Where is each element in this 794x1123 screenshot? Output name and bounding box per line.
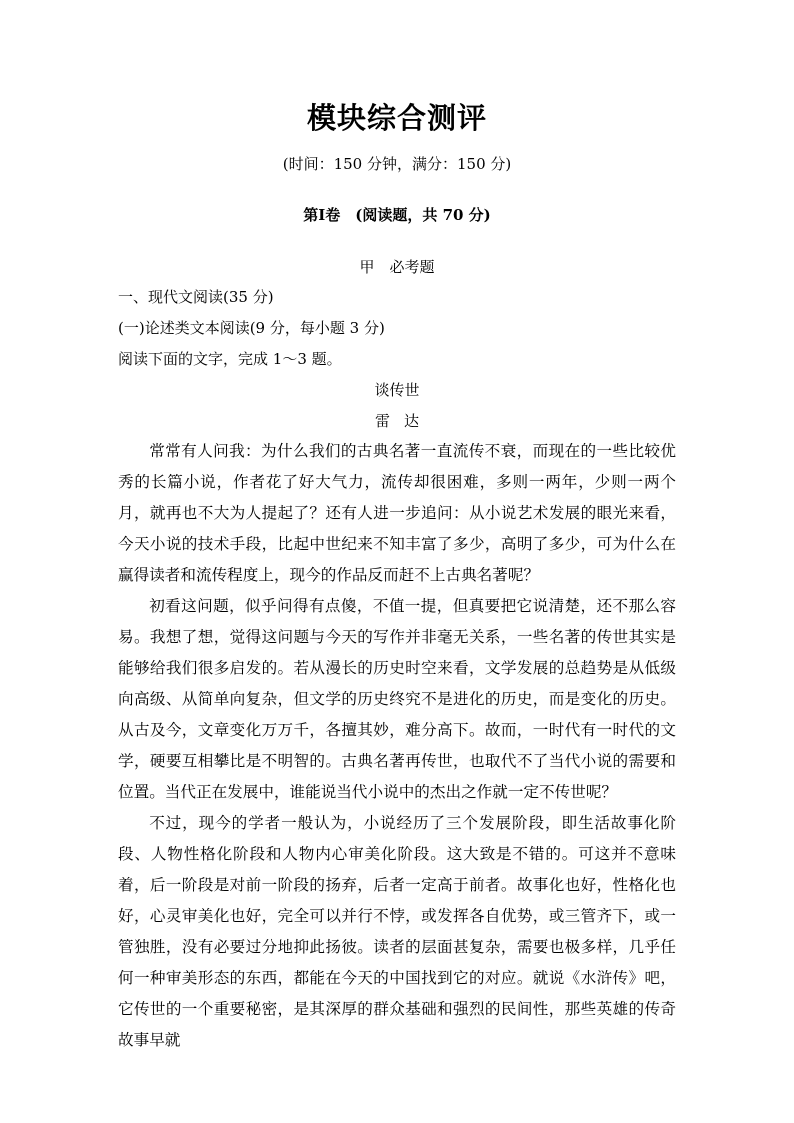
section-title: 甲 必考题 (359, 258, 435, 276)
article-paragraph: 初看这问题，似乎问得有点傻，不值一提，但真要把它说清楚，还不那么容易。我想了想，觉得这问题与今天的写作并非毫无关系，一些名著的传世其实是能够给我们很多启发的。若从漫长的历史时空来看，文学发展的总趋势是从低级向高级、从简单向复杂，但文学的历史终究不是进化的历史，而是变化的历史。从古及今，文章变化万万千，各擅其妙，难分高下。故而，一时代有一时代的文学，硬要互相攀比是不明智的。古典名著再传世，也取代不了当代小说的需要和位置。当代正在发展中，谁能说当代小说中的杰出之作就一定不传世呢？ (118, 597, 676, 801)
article-author: 雷达 (374, 412, 433, 430)
document-title: 模块综合测评 (306, 101, 487, 135)
part-title: 第Ⅰ卷 (阅读题，共 70 分) (303, 206, 491, 224)
reading-instruction: 阅读下面的文字，完成 1～3 题。 (118, 350, 342, 368)
question-heading: 一、现代文阅读(35 分) (118, 288, 274, 306)
exam-time-score: (时间：150 分钟，满分：150 分) (282, 155, 512, 173)
article-body (118, 436, 676, 1056)
article-paragraph: 不过，现今的学者一般认为，小说经历了三个发展阶段，即生活故事化阶段、人物性格化阶段和人物内心审美化阶段。这大致是不错的。可这并不意味着，后一阶段是对前一阶段的扬弃，后者一定高于前者。故事化也好，性格化也好，心灵审美化也好，完全可以并行不悖，或发挥各自优势，或三管齐下，或一管独胜，没有必要过分地抑此扬彼。读者的层面甚复杂，需要也极多样，几乎任何一种审美形态的东西，都能在今天的中国找到它的对应。就说《水浒传》吧，它传世的一个重要秘密，是其深厚的群众基础和强烈的民间性，那些英雄的传奇故事早就 (118, 814, 676, 1049)
article-title: 谈传世 (374, 381, 420, 399)
subsection-heading: (一)论述类文本阅读(9 分，每小题 3 分) (118, 319, 385, 337)
article-paragraph: 常常有人问我：为什么我们的古典名著一直流传不衰，而现在的一些比较优秀的长篇小说，作者花了好大气力，流传却很困难，多则一两年，少则一两个月，就再也不大为人提起了？还有人进一步追问：从小说艺术发展的眼光来看，今天小说的技术手段，比起中世纪来不知丰富了多少，高明了多少，可为什么在赢得读者和流传程度上，现今的作品反而赶不上古典名著呢？ (118, 442, 676, 584)
